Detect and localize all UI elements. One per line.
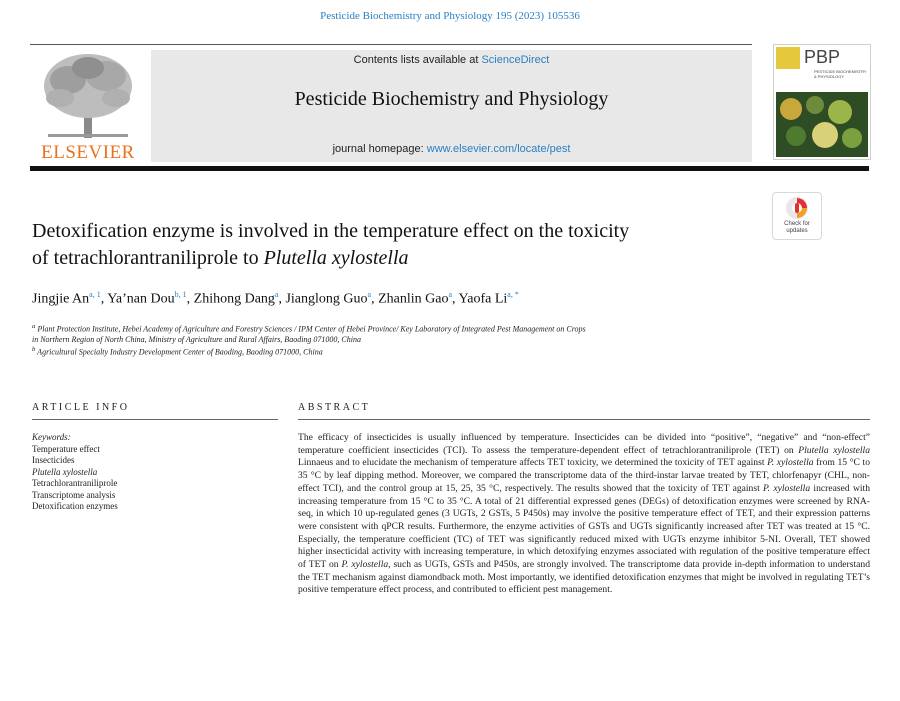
- journal-homepage-link[interactable]: www.elsevier.com/locate/pest: [426, 143, 571, 155]
- author-affiliation-mark[interactable]: a, 1: [89, 290, 101, 299]
- author-affiliation-mark[interactable]: b, 1: [174, 290, 187, 299]
- elsevier-logo[interactable]: [30, 50, 146, 162]
- affiliation-b-text: Agricultural Specialty Industry Development Center of Baoding, Baoding 071000, China: [35, 347, 323, 357]
- keyword-item[interactable]: Plutella xylostella: [32, 466, 98, 477]
- cover-title: PBP: [804, 47, 841, 67]
- title-species: Plutella xylostella: [263, 247, 409, 269]
- abstract-divider: [298, 419, 870, 420]
- cover-subtitle: PESTICIDE BIOCHEMISTRY & PHYSIOLOGY: [814, 69, 867, 79]
- title-line-1: Detoxification enzyme is involved in the temperature effect on the toxicity: [32, 220, 630, 242]
- article-title: [32, 218, 752, 272]
- affiliation-a-mark: a: [32, 323, 36, 330]
- keyword-item[interactable]: Insecticides: [32, 455, 75, 466]
- author-affiliation-mark[interactable]: a: [367, 290, 372, 299]
- abstract-heading: ABSTRACT: [298, 402, 371, 413]
- check-for-updates-button[interactable]: [772, 192, 822, 240]
- title-line-2: [32, 245, 752, 272]
- elsevier-tree-icon: [38, 50, 138, 140]
- author-name[interactable]: Zhanlin Gao: [378, 291, 449, 307]
- abstract-text: Linnaeus and to elucidate the mechanism of temperature affects TET toxicity, we determined the toxicity of TET against: [298, 457, 768, 469]
- author-name[interactable]: Jingjie An: [32, 291, 90, 307]
- author-affiliation-mark[interactable]: a: [448, 290, 453, 299]
- author-name[interactable]: Zhihong Dang: [193, 291, 275, 307]
- title-line-2-text: of tetrachlorantraniliprole to: [32, 247, 264, 269]
- author-separator: ,: [278, 291, 286, 307]
- keyword-list: [32, 444, 278, 512]
- author-separator: ,: [452, 291, 459, 307]
- cover-image: [776, 92, 868, 157]
- abstract-species: Plutella xylostella: [798, 444, 870, 456]
- affiliation-b-mark: b: [32, 345, 36, 353]
- check-for-updates-icon: [783, 196, 811, 220]
- journal-cover-thumbnail[interactable]: [773, 44, 871, 160]
- journal-citation-link[interactable]: Pesticide Biochemistry and Physiology 195 (2023) 105536: [320, 10, 580, 22]
- check-label-line-2: updates: [786, 228, 808, 234]
- author-list: [32, 290, 862, 308]
- author-name[interactable]: Jianglong Guo: [285, 291, 368, 307]
- abstract-body: [298, 432, 870, 597]
- affiliation-a-continued: in Northern Region of North China, Ministry of Agriculture and Rural Affairs, Baoding 071000, China: [32, 334, 361, 344]
- contents-prefix: Contents lists available at: [353, 54, 482, 66]
- affiliations: [32, 322, 862, 357]
- keyword-item[interactable]: Temperature effect: [32, 444, 100, 454]
- author-separator: ,: [371, 291, 379, 307]
- sciencedirect-link[interactable]: ScienceDirect: [481, 54, 550, 66]
- author-name[interactable]: Yaofa Li: [458, 291, 508, 307]
- abstract-text: , such as UGTs, GSTs and P450s, are strongly involved. The transcriptome data provide in-depth information to understand the TET mechanism against diamondback moth. Most importantly, we identified detoxification enzymes that might be involved in regulating TET’s positive temperature effect process, and contributed to efficient pest management.: [298, 559, 870, 596]
- abstract-species: P. xylostella: [341, 559, 389, 571]
- affiliation-b: [32, 345, 862, 358]
- check-for-updates-label: [773, 221, 821, 235]
- affiliation-a-text: Plant Protection Institute, Hebei Academy of Agriculture and Forestry Sciences / IPM Center of Hebei Province/ Key Laboratory of Integrated Pest Management on Crops: [35, 324, 586, 334]
- journal-title: Pesticide Biochemistry and Physiology: [294, 88, 609, 110]
- homepage-line: [151, 143, 752, 155]
- top-divider: [30, 44, 752, 45]
- author-affiliation-mark[interactable]: a, *: [507, 290, 519, 299]
- abstract-species: P. xylostella: [767, 457, 814, 469]
- abstract-text: from 15 °C to 35 °C by leaf dipping method. Moreover, we compared the transcriptome data of the third-instar larvae treated by TET, chlorfenapyr (CHL, non-effect TCI), and the control group at 15, 25, 35 °C, respectively. The results showed that the toxicity of TET against: [298, 457, 871, 494]
- keyword-item[interactable]: Transcriptome analysis: [32, 489, 116, 500]
- check-label-line-1: Check for: [784, 221, 810, 227]
- cover-logo-block: [776, 47, 800, 69]
- author-separator: ,: [186, 291, 194, 307]
- abstract-species: P. xylostella: [763, 482, 811, 494]
- article-info-divider: [32, 419, 278, 420]
- abstract-text: The efficacy of insecticides is usually influenced by temperature. Insecticides can be divided into “positive”, “negative” and “non-effect” temperature coefficient insecticides (TCI). To assess the temperature-dependent effect of tetrachlorantraniliprole (TET) on: [298, 432, 870, 456]
- author-separator: ,: [100, 291, 108, 307]
- article-info-heading: ARTICLE INFO: [32, 402, 130, 413]
- author-name[interactable]: Ya’nan Dou: [107, 291, 175, 307]
- elsevier-wordmark: ELSEVIER: [41, 142, 135, 163]
- keyword-item[interactable]: Tetrachlorantraniliprole: [32, 478, 118, 489]
- affiliation-a: [32, 322, 862, 335]
- keywords-label: Keywords:: [32, 432, 71, 442]
- header-bottom-divider: [30, 166, 869, 171]
- keyword-item[interactable]: Detoxification enzymes: [32, 501, 118, 512]
- contents-line: [151, 54, 752, 66]
- abstract-text: increased with increasing temperature from 15 °C to 35 °C. A total of 21 differential expressed genes (DEGs) of detoxification enzymes were screened by RNA-seq, in which 10 up-regulated genes (3 UGTs, 2 GSTs, 5 P450s) may involve the positive temperature effect of TET, and their expression patterns were consistent with qPCR results. Furthermore, the enzyme activities of GSTs and UGTs significantly increased after TET was treated at 15 °C. Especially, the temperature coefficient (TC) of TET was significantly reduced mixed with UGTs enzyme inhibitor 5-NI. Overall, TET showed higher insecticidal activity with increasing temperature, in which detoxifying enzymes associated with regulation of the positive temperature effect of TET on: [298, 482, 871, 571]
- homepage-prefix: journal homepage:: [332, 143, 427, 155]
- author-affiliation-mark[interactable]: a: [274, 290, 279, 299]
